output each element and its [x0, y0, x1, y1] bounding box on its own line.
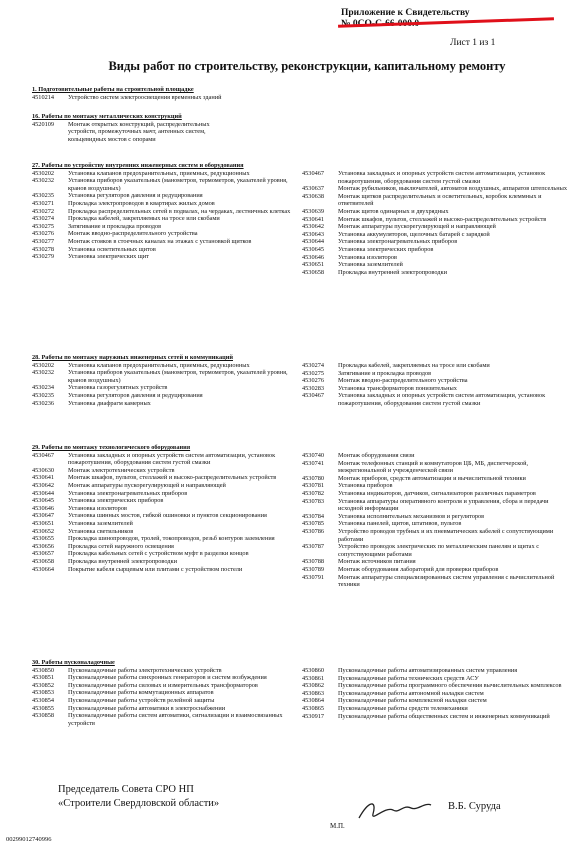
work-code: 4530651 — [32, 519, 55, 527]
work-description: Установка электрических приборов — [68, 497, 164, 505]
work-description: Установка клапанов предохранительных, приемных, редукционных — [68, 169, 250, 177]
work-description: Установка панелей, щитов, штативов, пультов — [338, 520, 462, 528]
work-code: 4530630 — [32, 466, 55, 474]
handwritten-signature — [355, 796, 435, 826]
work-description: Установка электронагревательных приборов — [338, 238, 458, 246]
work-description: Прокладка шинопроводов, тролей, токопроводов, резьб контуров заземления — [68, 535, 275, 543]
work-code: 4530646 — [32, 504, 55, 512]
work-code: 4530656 — [32, 542, 55, 550]
work-code: 4530645 — [302, 245, 325, 253]
work-code: 4530861 — [302, 674, 325, 682]
work-code: 4530277 — [32, 237, 55, 245]
work-code: 4530865 — [302, 704, 325, 712]
section-technological-equipment-cont — [302, 452, 574, 589]
work-description: Устройство систем электроосвещения временных зданий — [68, 93, 222, 101]
work-description: Установка закладных и опорных устройств систем автоматизации, установок пожаротушения, оборудования систем густой смазки — [68, 451, 276, 467]
work-item — [302, 528, 574, 543]
work-item — [32, 192, 297, 200]
work-code: 4530787 — [302, 543, 325, 551]
work-description: Установка трансформаторов понизительных — [338, 384, 457, 392]
page-title: Виды работ по строительству, реконструкции, капитальному ремонту — [108, 59, 506, 73]
work-description: Монтаж вводно-распределительного устройства — [68, 230, 198, 238]
work-item — [302, 475, 574, 483]
work-item — [302, 490, 574, 498]
work-code: 4530658 — [302, 268, 325, 276]
work-item — [302, 667, 574, 675]
work-item — [302, 705, 574, 713]
work-item — [32, 482, 300, 490]
work-description: Установка регуляторов давления и редуцирования — [68, 192, 203, 200]
work-code: 4530658 — [32, 557, 55, 565]
work-description: Установка исполнительных механизмов и регуляторов — [338, 512, 485, 520]
work-description: Монтаж приборов, средств автоматизации и вычислительной техники — [338, 474, 526, 482]
work-item — [32, 400, 297, 408]
work-code: 4530645 — [32, 497, 55, 505]
work-item — [32, 177, 297, 192]
work-description: Затягивание и прокладка проводов — [68, 222, 162, 230]
work-code: 4530272 — [32, 207, 55, 215]
work-item — [32, 223, 297, 231]
work-code: 4530780 — [302, 474, 325, 482]
section-internal-systems-cont — [302, 170, 574, 276]
work-description: Пусконаладочные работы систем автоматики, сигнализации и взаимосвязанных устройств — [68, 712, 283, 727]
signatory-name: В.Б. Суруда — [448, 801, 501, 812]
work-code: 4530851 — [32, 674, 55, 682]
work-description: Устройство проводок электрических по металлическим панелям и щитах с сопутствующими работами — [338, 543, 539, 558]
work-item — [302, 216, 574, 224]
work-description: Прокладка распределительных сетей в подвалах, на чердаках, лестничных клетках — [68, 207, 291, 215]
work-code: 4530652 — [32, 527, 55, 535]
work-code: 4530276 — [32, 230, 55, 238]
work-item — [32, 384, 297, 392]
work-code: 4530467 — [302, 392, 325, 400]
work-item — [32, 490, 300, 498]
work-item — [32, 566, 300, 574]
work-item — [302, 566, 574, 574]
section-commissioning — [32, 659, 300, 727]
work-code: 4530917 — [302, 712, 325, 720]
work-code: 4530863 — [302, 689, 325, 697]
work-description: Монтаж источников питания — [338, 558, 416, 566]
work-code: 4530647 — [32, 512, 55, 520]
work-code: 4530646 — [302, 253, 325, 261]
work-item — [302, 460, 574, 475]
work-item — [302, 713, 574, 721]
work-description: Устройство проводов трубных и их пневматических кабелей с сопутствующими работами — [338, 527, 554, 543]
seal-label: М.П. — [330, 822, 345, 830]
signatory-line-1: Председатель Совета СРО НП — [58, 784, 194, 795]
work-code: 4530638 — [302, 192, 325, 200]
work-code: 4530467 — [32, 451, 55, 459]
work-description: Прокладка кабельных сетей с устройством муфт в разделки концов — [68, 550, 249, 558]
work-code: 4530644 — [302, 238, 325, 246]
work-code: 4530644 — [32, 489, 55, 497]
work-item — [32, 215, 297, 223]
work-description: Установка закладных и опорных устройств систем автоматизации, установок пожаротушения, оборудования систем густой смазки — [338, 392, 546, 407]
signatory-line-2: «Строители Свердловской области» — [58, 798, 220, 809]
section-external-networks-cont — [302, 362, 574, 408]
work-item — [32, 689, 300, 697]
work-code: 4530275 — [32, 222, 55, 230]
work-item — [302, 254, 574, 262]
work-description: Установка закладных и опорных устройств систем автоматизации, установок пожаротушения, оборудования систем густой смазки — [338, 170, 546, 185]
work-description: Затягивание и прокладка проводов — [338, 369, 432, 377]
section-metal-structures — [32, 113, 222, 143]
work-description: Монтаж вводно-распределительного устройства — [338, 377, 468, 385]
work-description: Установка осветительных щитов — [68, 245, 156, 253]
work-item — [302, 377, 574, 385]
work-code: 4530740 — [302, 452, 325, 459]
work-code: 4530639 — [302, 207, 325, 215]
work-item — [32, 94, 332, 102]
work-code: 4530788 — [302, 558, 325, 566]
work-code: 4530232 — [32, 369, 55, 377]
work-code: 4530657 — [32, 550, 55, 558]
work-item — [302, 697, 574, 705]
work-description: Монтаж щитов одинарных и двухрядных — [338, 207, 449, 215]
appendix-header — [341, 8, 470, 30]
work-description: Прокладка кабелей, закрепляемых на тросе или скобами — [68, 215, 220, 223]
work-item — [302, 208, 574, 216]
work-item — [302, 246, 574, 254]
work-description: Пусконаладочные работы автоматики в электроснабжении — [68, 704, 226, 712]
work-description: Установка электронагревательных приборов — [68, 489, 188, 497]
sheet-counter: Лист 1 из 1 — [450, 38, 496, 48]
section-commissioning-cont — [302, 667, 574, 720]
work-description: Прокладка электропроводов в квартирах жилых домов — [68, 199, 215, 207]
work-code: 4520109 — [32, 120, 55, 128]
work-description: Установка электрических приборов — [338, 245, 434, 253]
work-code: 4530854 — [32, 696, 55, 704]
work-item — [32, 253, 297, 261]
work-description: Монтаж открытых конструкций, распределительных устройств, промежуточных мачт, антенных систем, кольцевидных мостов с опорами — [68, 120, 210, 143]
work-item — [32, 712, 300, 727]
work-item — [302, 362, 574, 370]
work-code: 4530235 — [32, 192, 55, 200]
work-code: 4530232 — [32, 177, 55, 185]
work-code: 4530234 — [32, 384, 55, 392]
work-code: 4510214 — [32, 93, 55, 101]
work-code: 4530643 — [302, 230, 325, 238]
work-item — [302, 392, 574, 407]
work-description: Прокладка внутренней электропроводки — [338, 268, 447, 276]
work-code: 4530641 — [302, 215, 325, 223]
work-item — [302, 513, 574, 521]
work-code: 4530467 — [302, 170, 325, 177]
work-code: 4530864 — [302, 697, 325, 705]
work-item — [32, 208, 297, 216]
section-heading: 27. Работы по устройству внутренних инженерных систем и оборудования — [32, 162, 244, 169]
work-description: Монтаж оборудования лабораторий для проверки приборов — [338, 565, 499, 573]
work-description: Монтаж аппаратуры пускорегулирующей и направляющей — [68, 481, 226, 489]
work-item — [302, 170, 574, 185]
work-description: Пусконаладочные работы силовых и измерительных трансформаторов — [68, 681, 258, 689]
work-description: Пусконаладочные работы электротехнических устройств — [68, 666, 222, 674]
work-code: 4530637 — [302, 185, 325, 193]
work-description: Монтаж телефонных станций и коммутаторов ЦБ, МБ, диспетчерской, межрегиональной и учрежденческой связи — [338, 459, 529, 475]
work-description: Установка диафрагм камерных — [68, 399, 151, 407]
work-item — [302, 370, 574, 378]
work-code: 4530850 — [32, 666, 55, 674]
work-description: Установка клапанов предохранительных, приемных, редукционных — [68, 361, 250, 369]
work-item — [302, 543, 574, 558]
work-code: 4530235 — [32, 391, 55, 399]
work-code: 4530860 — [302, 667, 325, 674]
work-description: Установка аккумуляторов, щелочных батарей с зарядкой — [338, 230, 490, 238]
work-code: 4530664 — [32, 565, 55, 573]
work-description: Установка изоляторов — [68, 504, 127, 512]
work-item — [32, 543, 300, 551]
section-external-networks — [32, 354, 297, 407]
work-item — [32, 474, 300, 482]
work-description: Пусконаладочные работы средств телемеханики — [338, 704, 468, 712]
work-description: Установка шинных мостов, гибкой ошиновки и пунктов секционирования — [68, 512, 267, 520]
work-code: 4530275 — [302, 369, 325, 377]
work-item — [32, 674, 300, 682]
work-code: 4530274 — [32, 215, 55, 223]
work-item — [302, 675, 574, 683]
work-item — [32, 238, 297, 246]
work-code: 4530271 — [32, 199, 55, 207]
work-item — [32, 170, 297, 178]
work-item — [32, 452, 300, 467]
section-preparatory — [32, 86, 332, 101]
work-item — [302, 231, 574, 239]
work-item — [302, 223, 574, 231]
work-code: 4530781 — [302, 482, 325, 490]
work-code: 4530786 — [302, 527, 325, 535]
work-item — [32, 697, 300, 705]
work-code: 4530276 — [302, 377, 325, 385]
work-description: Монтаж аппаратуры специализированных систем управления с вычислительной техники — [338, 573, 555, 589]
work-code: 4530202 — [32, 169, 55, 177]
work-description: Установка регуляторов давления и редуцирования — [68, 391, 203, 399]
section-heading: 16. Работы по монтажу металлических конструкций — [32, 113, 182, 120]
work-description: Установка приборов указательных (манометров, термометров, указателей уровня, кранов воздушных) — [68, 369, 288, 384]
work-description: Установка электрических щит — [68, 253, 149, 261]
work-description: Установка светильников — [68, 527, 134, 535]
work-code: 4530642 — [32, 481, 55, 489]
work-item — [302, 385, 574, 393]
work-description: Пусконаладочные работы коммутационных аппаратов — [68, 689, 214, 697]
section-heading: 1. Подготовительные работы на строительной площадке — [32, 86, 194, 93]
work-code: 4530784 — [302, 512, 325, 520]
work-item — [302, 498, 574, 513]
work-item — [32, 528, 300, 536]
work-item — [32, 121, 222, 144]
section-internal-systems — [32, 162, 297, 261]
work-code: 4530853 — [32, 689, 55, 697]
work-description: Пусконаладочные работы синхронных генераторов и систем возбуждения — [68, 674, 267, 682]
work-description: Пусконаладочные работы автоматизированных систем управления — [338, 667, 518, 674]
work-description: Пусконаладочные работы общественных систем и инженерных коммуникаций — [338, 712, 550, 720]
work-code: 4530741 — [302, 459, 325, 467]
work-item — [302, 261, 574, 269]
work-code: 4530283 — [302, 384, 325, 392]
work-item — [32, 369, 297, 384]
work-description: Пусконаладочные работы программного обеспечения вычислительных комплексов — [338, 682, 562, 690]
work-description: Пусконаладочные работы технических средств АСУ — [338, 674, 479, 682]
work-code: 4530783 — [302, 497, 325, 505]
work-description: Прокладка сетей наружного освещения — [68, 542, 174, 550]
work-description: Монтаж оборудования связи — [338, 452, 415, 459]
work-description: Установка индикаторов, датчиков, сигнализаторов различных параметров — [338, 489, 536, 497]
work-description: Покрытие кабеля сырцевым или плитами с устройством постели — [68, 565, 243, 573]
work-code: 4530789 — [302, 565, 325, 573]
work-code: 4530278 — [32, 245, 55, 253]
work-item — [32, 246, 297, 254]
work-item — [302, 452, 574, 460]
work-item — [32, 667, 300, 675]
work-description: Установка газорегулятных устройств — [68, 384, 168, 392]
work-description: Монтаж стояков в стоечных каналах на этажах с установкой щитков — [68, 237, 252, 245]
work-description: Установка приборов — [338, 482, 393, 490]
work-code: 4530641 — [32, 474, 55, 482]
work-code: 4530279 — [32, 253, 55, 261]
work-code: 4530852 — [32, 681, 55, 689]
appendix-label: Приложение к Свидетельству — [341, 8, 470, 18]
work-item — [302, 690, 574, 698]
work-item — [302, 558, 574, 566]
work-code: 4530202 — [32, 361, 55, 369]
work-item — [32, 505, 300, 513]
work-description: Установка приборов указательных (манометров, термометров, указателей уровня, кранов воздушных) — [68, 177, 288, 192]
work-item — [302, 185, 574, 193]
work-code: 4530785 — [302, 520, 325, 528]
work-item — [32, 550, 300, 558]
work-description: Монтаж шкафов, пультов, стеллажей и высоко-распределительных устройств — [338, 215, 547, 223]
section-heading: 28. Работы по монтажу наружных инженерных сетей и коммуникаций — [32, 354, 233, 361]
document-barcode: 00299012740996 — [6, 836, 52, 843]
work-code: 4530782 — [302, 489, 325, 497]
section-heading: 30. Работы пусконаладочные — [32, 659, 115, 666]
work-description: Монтаж щитков распределительных и осветительных, коробок клеммных и ответвителей — [338, 192, 542, 208]
work-item — [32, 520, 300, 528]
signatory-title — [58, 783, 219, 811]
work-item — [32, 705, 300, 713]
work-code: 4530655 — [32, 535, 55, 543]
work-code: 4530236 — [32, 399, 55, 407]
work-item — [302, 269, 574, 277]
work-description: Монтаж шкафов, пультов, стеллажей и высоко-распределительных устройств — [68, 474, 277, 482]
work-item — [32, 682, 300, 690]
work-code: 4530855 — [32, 704, 55, 712]
work-description: Монтаж рубильников, выключателей, автоматов воздушных, аппаратов штепсельных — [338, 185, 568, 193]
work-item — [32, 535, 300, 543]
work-item — [302, 193, 574, 208]
work-item — [32, 558, 300, 566]
work-code: 4530274 — [302, 362, 325, 369]
work-description: Монтаж электротехнических устройств — [68, 466, 175, 474]
work-code: 4530791 — [302, 573, 325, 581]
section-technological-equipment — [32, 444, 300, 573]
section-heading: 29. Работы по монтажу технологического оборудования — [32, 444, 191, 451]
work-item — [32, 362, 297, 370]
work-description: Пусконаладочные работы устройств релейной защиты — [68, 696, 215, 704]
work-description: Установка изоляторов — [338, 253, 397, 261]
work-description: Пусконаладочные работы автономной наладки систем — [338, 689, 484, 697]
work-description: Установка заземлителей — [338, 261, 403, 269]
work-item — [302, 482, 574, 490]
work-code: 4530858 — [32, 712, 55, 720]
work-code: 4530651 — [302, 261, 325, 269]
work-code: 4530862 — [302, 682, 325, 690]
work-item — [32, 200, 297, 208]
work-description: Монтаж аппаратуры пускорегулирующей и направляющей — [338, 223, 496, 231]
work-item — [302, 238, 574, 246]
work-description: Пусконаладочные работы комплексной наладки систем — [338, 697, 487, 705]
work-item — [32, 230, 297, 238]
work-item — [302, 520, 574, 528]
work-item — [302, 574, 574, 589]
work-item — [32, 467, 300, 475]
work-item — [32, 512, 300, 520]
work-item — [32, 392, 297, 400]
work-description: Установка заземлителей — [68, 519, 133, 527]
work-description: Установка аппаратуры оперативного контроля и управления, сбора и передачи исходной информации — [338, 497, 549, 513]
work-description: Прокладка кабелей, закрепляемых на тросе или скобами — [338, 362, 490, 369]
work-code: 4530642 — [302, 223, 325, 231]
work-item — [32, 497, 300, 505]
work-description: Прокладка внутренней электропроводки — [68, 557, 177, 565]
work-item — [302, 682, 574, 690]
